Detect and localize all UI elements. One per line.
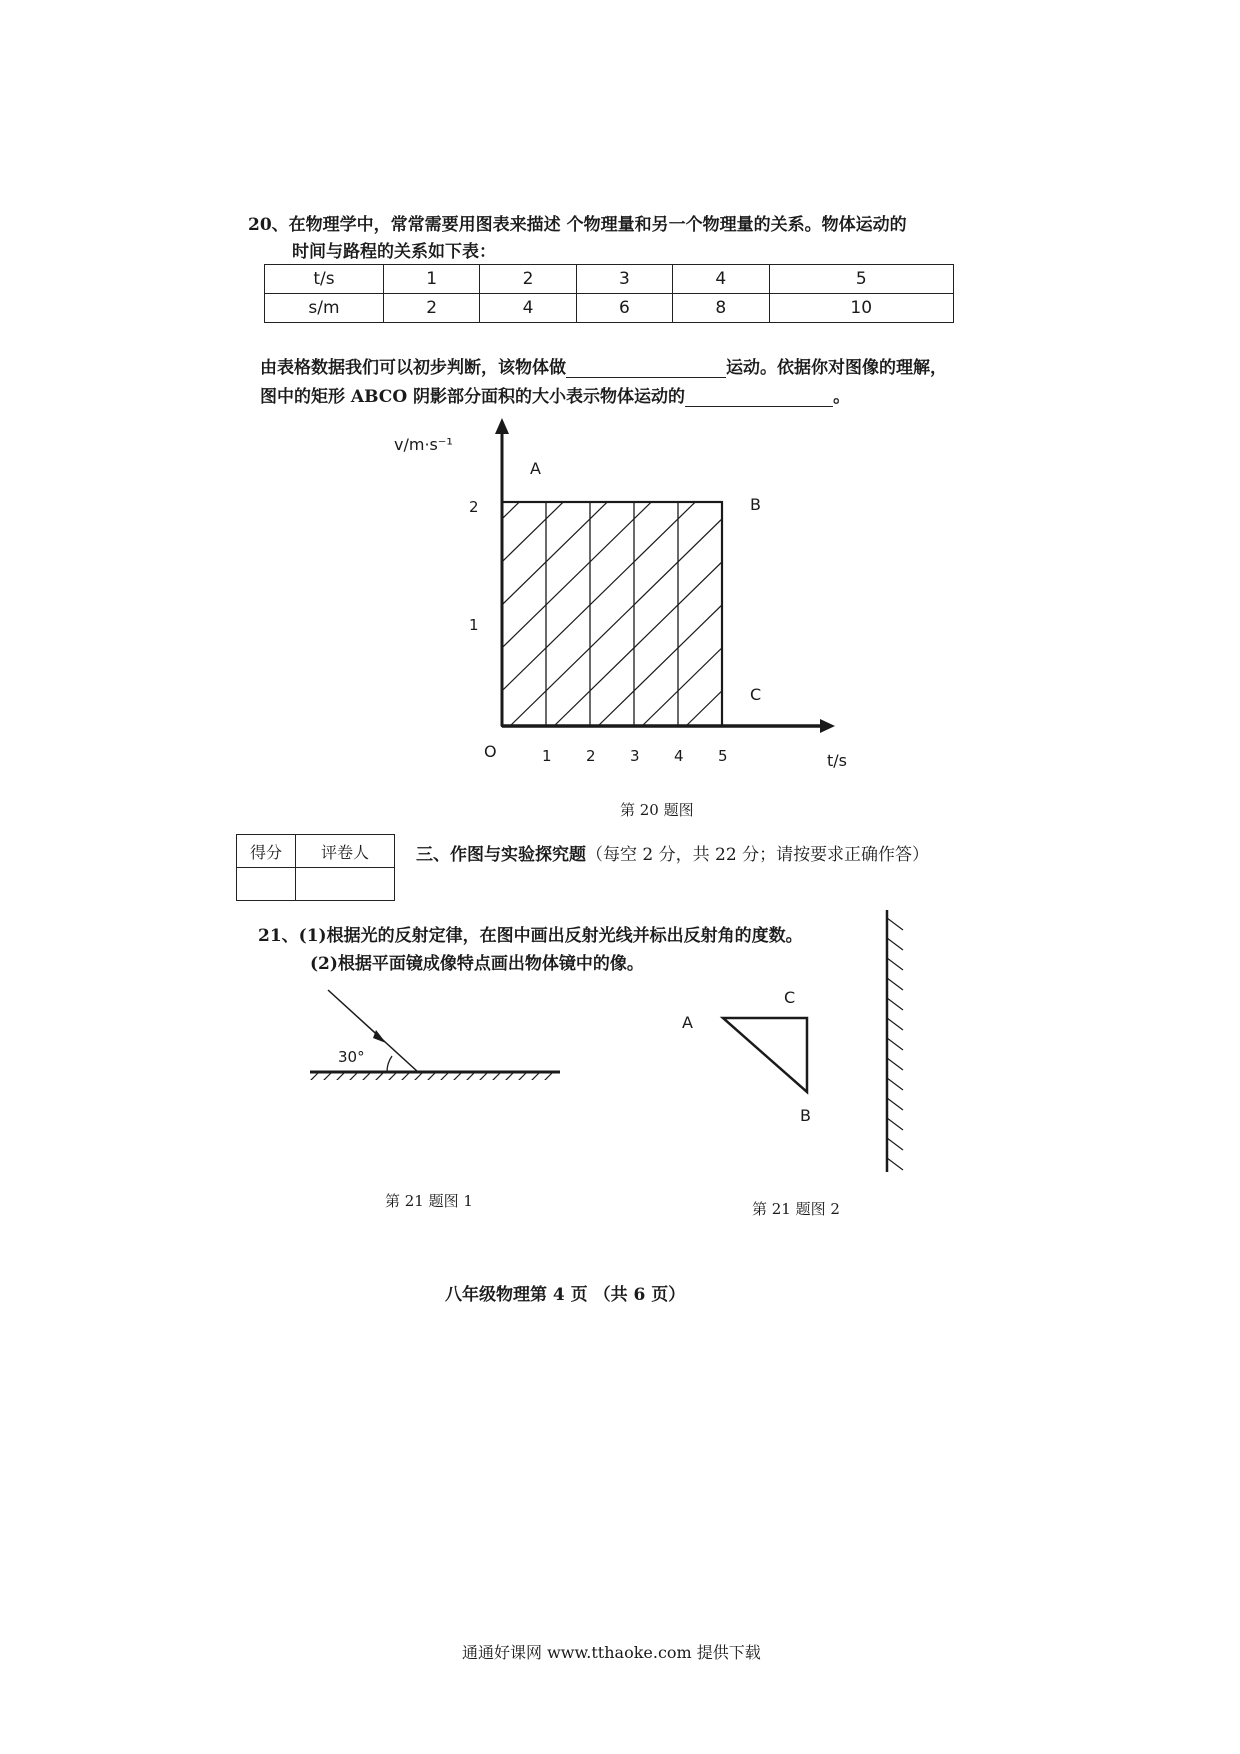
table-header-cell: t/s — [265, 265, 384, 294]
hatch-line — [887, 1038, 903, 1050]
hatch-line — [510, 472, 770, 726]
reflection-figure — [300, 980, 580, 1080]
x-tick-label: 4 — [674, 747, 684, 765]
table-row — [237, 835, 395, 868]
table-cell: 8 — [673, 294, 769, 323]
q20-text2-b: 。 — [833, 387, 851, 407]
y-tick-label: 2 — [469, 498, 479, 516]
q20-caption: 第 20 题图 — [620, 801, 694, 819]
y-axis-label: v/m·s⁻¹ — [394, 435, 453, 454]
x-tick-label: 5 — [718, 747, 728, 765]
y-tick-label: 1 — [469, 616, 479, 634]
hatch-line — [387, 1073, 396, 1080]
hatch-line — [887, 1118, 903, 1130]
score-input[interactable] — [237, 868, 296, 901]
hatch-line — [478, 1073, 487, 1080]
q20-text1-b: 运动。依据你对图像的理解， — [726, 358, 947, 378]
point-a-label: A — [682, 1013, 693, 1032]
hatch-line — [887, 998, 903, 1010]
point-c-label: C — [784, 988, 796, 1007]
hatch-line — [543, 1073, 552, 1080]
hatch-line — [334, 472, 594, 726]
x-tick-label: 3 — [630, 747, 640, 765]
section3-title: 三、作图与实验探究题 — [416, 845, 586, 865]
x-axis-label: t/s — [827, 751, 847, 770]
hatch-line — [400, 1073, 409, 1080]
table-row — [237, 868, 395, 901]
hatch-line — [322, 1073, 331, 1080]
hatch-line — [290, 472, 550, 726]
series-rect — [502, 502, 722, 726]
point-b-label: B — [750, 495, 761, 514]
point-c-label: C — [750, 685, 762, 704]
x-tick-label: 2 — [586, 747, 596, 765]
hatch-line — [246, 472, 506, 726]
page-number: 八年级物理第 4 页 （共 6 页） — [445, 1285, 686, 1305]
grader-label: 评卷人 — [296, 835, 395, 868]
hatch-line — [426, 1073, 435, 1080]
hatch-line — [730, 472, 990, 726]
hatch-line — [465, 1073, 474, 1080]
hatch-line — [887, 1098, 903, 1110]
table-cell: 10 — [769, 294, 954, 323]
hatch-line — [530, 1073, 539, 1080]
hatch-line — [554, 472, 814, 726]
x-axis-arrow-icon — [820, 719, 835, 733]
hatch-line — [374, 1073, 383, 1080]
origin-label: O — [484, 742, 497, 761]
shaded-area — [202, 472, 1034, 726]
hatch-line — [887, 1138, 903, 1150]
table-cell: 4 — [480, 294, 576, 323]
velocity-time-chart — [0, 0, 1240, 850]
plane-mirror-figure — [660, 900, 940, 1180]
angle-arc — [387, 1056, 392, 1072]
point-b-label: B — [800, 1106, 811, 1125]
table-cell: 6 — [576, 294, 672, 323]
hatch-line — [887, 1078, 903, 1090]
q20-text2-a: 图中的矩形 ABCO 阴影部分面积的大小表示物体运动的 — [260, 387, 686, 407]
hatch-line — [887, 1018, 903, 1030]
point-a-label: A — [530, 459, 541, 478]
score-label: 得分 — [237, 835, 296, 868]
table-header-cell: s/m — [265, 294, 384, 323]
mirror-hatching — [887, 918, 903, 1170]
q20-line2: 时间与路程的关系如下表： — [292, 242, 496, 262]
grader-input[interactable] — [296, 868, 395, 901]
hatch-line — [887, 938, 903, 950]
table-cell: 4 — [673, 265, 769, 294]
table-cell: 2 — [384, 294, 480, 323]
table-cell: 1 — [384, 265, 480, 294]
score-box — [236, 834, 395, 901]
hatch-line — [774, 472, 1034, 726]
hatch-line — [887, 1158, 903, 1170]
hatch-line — [348, 1073, 357, 1080]
triangle-object — [723, 1018, 807, 1092]
hatch-line — [422, 472, 682, 726]
fig2-caption: 第 21 题图 2 — [752, 1200, 840, 1218]
section3-heading — [416, 845, 929, 865]
angle-label: 30° — [338, 1048, 365, 1066]
surface-hatching — [309, 1073, 552, 1080]
fig1-caption: 第 21 题图 1 — [385, 1192, 473, 1210]
q20-line1: 20、在物理学中，常常需要用图表来描述 个物理量和另一个物理量的关系。物体运动的 — [248, 215, 907, 235]
hatch-line — [466, 472, 726, 726]
q21-line1: 21、(1)根据光的反射定律，在图中画出反射光线并标出反射角的度数。 — [258, 926, 803, 946]
hatch-line — [887, 1058, 903, 1070]
x-tick-label: 1 — [542, 747, 552, 765]
hatch-line — [887, 918, 903, 930]
hatch-line — [887, 958, 903, 970]
hatch-line — [642, 472, 902, 726]
table-cell: 3 — [576, 265, 672, 294]
q20-text1-a: 由表格数据我们可以初步判断，该物体做 — [260, 358, 566, 378]
hatch-line — [598, 472, 858, 726]
hatch-line — [439, 1073, 448, 1080]
section3-note: （每空 2 分，共 22 分；请按要求正确作答） — [586, 845, 930, 865]
hatch-line — [378, 472, 638, 726]
hatch-line — [413, 1073, 422, 1080]
hatch-line — [887, 978, 903, 990]
q21-line2: (2)根据平面镜成像特点画出物体镜中的像。 — [310, 954, 644, 974]
hatch-line — [202, 472, 462, 726]
hatch-line — [335, 1073, 344, 1080]
hatch-line — [504, 1073, 513, 1080]
hatch-line — [517, 1073, 526, 1080]
table-cell: 5 — [769, 265, 954, 294]
hatch-line — [309, 1073, 318, 1080]
table-cell: 2 — [480, 265, 576, 294]
hatch-line — [361, 1073, 370, 1080]
y-axis-arrow-icon — [495, 418, 509, 434]
hatch-line — [452, 1073, 461, 1080]
hatch-line — [686, 472, 946, 726]
hatch-line — [491, 1073, 500, 1080]
source-footer: 通通好课网 www.tthaoke.com 提供下载 — [462, 1643, 761, 1662]
